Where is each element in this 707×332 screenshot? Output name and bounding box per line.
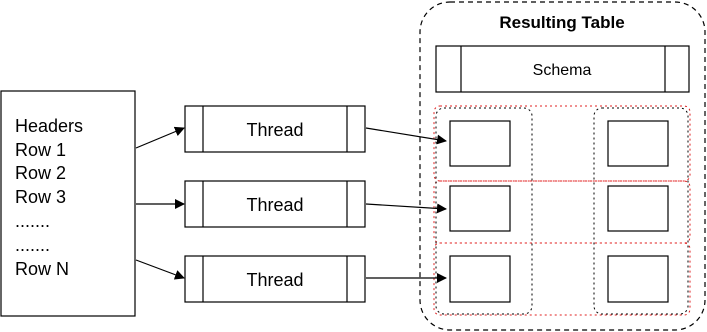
resulting-table-title: Resulting Table <box>499 13 625 32</box>
source-line-headers: Headers <box>15 116 84 136</box>
source-line-row-n: Row N <box>15 259 70 279</box>
cell-r1-c2 <box>608 121 668 166</box>
cell-r2-c2 <box>608 186 668 231</box>
cell-r1-c1 <box>450 121 510 166</box>
arrow-source-to-thread-1 <box>136 128 184 148</box>
schema-label: Schema <box>532 62 592 79</box>
cell-r3-c2 <box>608 256 668 302</box>
cell-r2-c1 <box>450 186 510 231</box>
thread-3-label: Thread <box>246 270 304 290</box>
thread-1-label: Thread <box>246 120 304 140</box>
thread-2-label: Thread <box>246 195 304 215</box>
source-line-ellipsis-1: ....... <box>15 211 51 231</box>
thread-box-2 <box>185 181 365 227</box>
cell-r3-c1 <box>450 256 510 302</box>
source-line-row-2: Row 2 <box>15 163 67 183</box>
arrow-thread-1-to-row-1 <box>366 128 446 141</box>
source-line-row-1: Row 1 <box>15 140 67 160</box>
source-line-row-3: Row 3 <box>15 187 67 207</box>
thread-box-1 <box>185 106 365 152</box>
arrow-source-to-thread-3 <box>136 260 184 278</box>
schema-bar <box>436 46 689 92</box>
thread-box-3 <box>185 256 365 302</box>
source-line-ellipsis-2: ....... <box>15 235 51 255</box>
table-cells <box>450 121 668 302</box>
source-data-box <box>1 91 135 316</box>
